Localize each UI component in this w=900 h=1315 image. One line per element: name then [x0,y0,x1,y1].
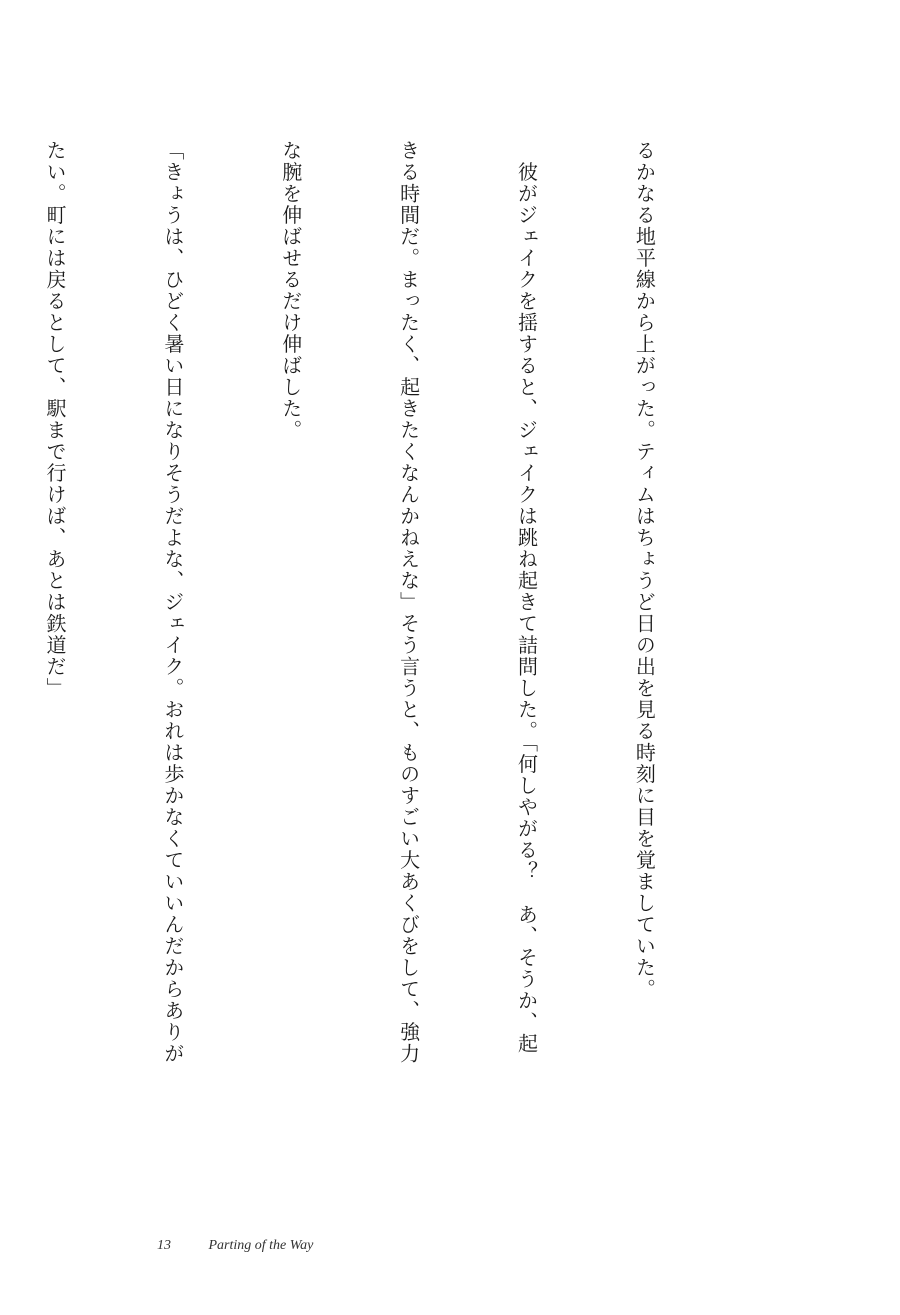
text-line: たい。町には戻るとして、駅まで行けば、あとは鉄道だ」 [42,140,67,699]
page-footer [157,1238,313,1254]
body-text [42,140,742,1140]
page-number: 13 [157,1238,171,1253]
text-line: きる時間だ。まったく、起きたくなんかねえな」そう言うと、ものすごい大あくびをして、強力 [396,140,421,1065]
text-line: 「きょうは、ひどく暑い日になりそうだよな、ジェイク。おれは歩かなくていいんだからありが [160,140,185,1065]
text-line: な腕を伸ばせるだけ伸ばした。 [278,140,303,441]
text-line: 彼がジェイクを揺すると、ジェイクは跳ね起きて詰問した。「何しやがる？ あ、そうか、起 [514,140,539,1055]
running-title: Parting of the Way [208,1238,314,1253]
text-line: るかなる地平線から上がった。ティムはちょうど日の出を見る時刻に目を覚ましていた。 [632,140,657,1000]
